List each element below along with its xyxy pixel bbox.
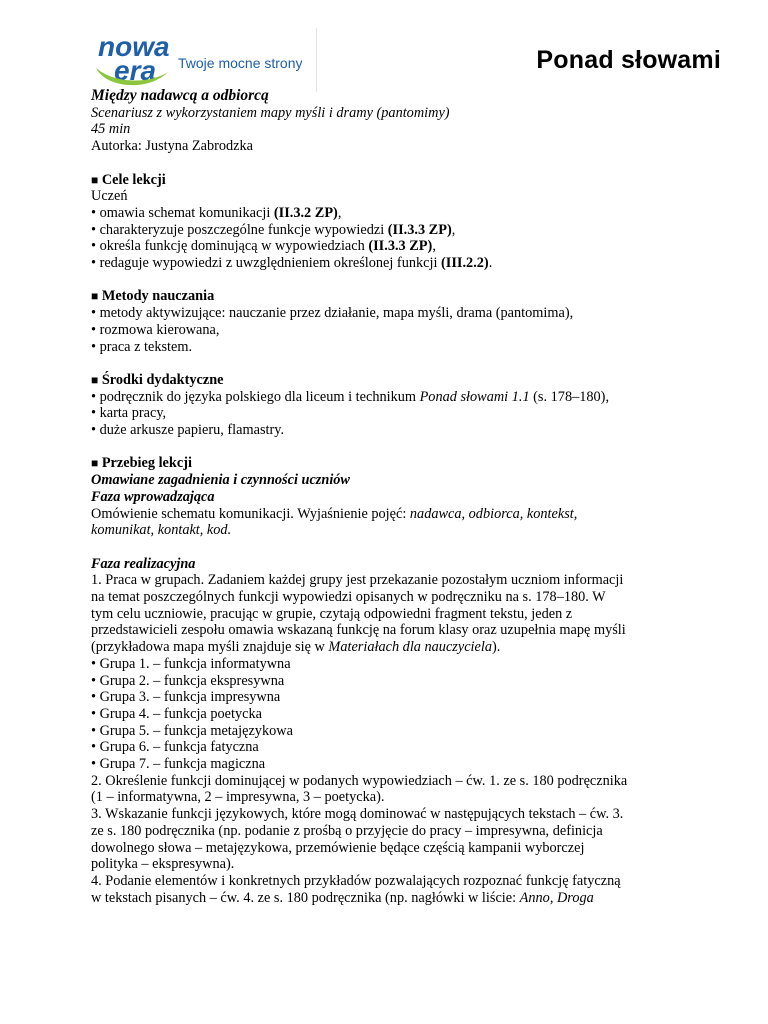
group-item: • Grupa 2. – funkcja ekspresywna [91, 672, 285, 689]
group-item: • Grupa 1. – funkcja informatywna [91, 655, 291, 672]
intro-phase-heading: Faza wprowadzająca [91, 488, 215, 505]
page-header [0, 0, 768, 92]
lesson-document [91, 88, 691, 906]
resources-heading: ■ Środki dydaktyczne [91, 371, 224, 388]
square-bullet-icon: ■ [91, 289, 99, 304]
realization-phase-heading: Faza realizacyjna [91, 555, 196, 572]
header-divider [316, 28, 317, 92]
group-item: • Grupa 4. – funkcja poetycka [91, 705, 262, 722]
logo-word-bottom: era [114, 55, 157, 86]
paragraph-line: tym celu uczniowie, pracując w grupie, czytają odpowiedni fragment tekstu, jeden z [91, 605, 573, 622]
goal-item: • omawia schemat komunikacji (II.3.2 ZP), [91, 204, 342, 221]
group-item: • Grupa 3. – funkcja impresywna [91, 689, 281, 706]
paragraph-line: 3. Wskazanie funkcji językowych, które mogą dominować w następujących tekstach – ćw. 3. [91, 806, 624, 823]
paragraph-line: ze s. 180 podręcznika (np. podanie z prośbą o przyjęcie do pracy – impresywna, definicja [91, 822, 603, 839]
resource-item: • duże arkusze papieru, flamastry. [91, 422, 285, 439]
resource-item: • karta pracy, [91, 405, 167, 422]
intro-phase-text: Omówienie schematu komunikacji. Wyjaśnienie pojęć: nadawca, odbiorca, kontekst, [91, 505, 578, 522]
paragraph-line: na temat poszczególnych funkcji wypowiedzi opisanych w podręczniku na s. 178–180. W [91, 589, 606, 606]
paragraph-line: 1. Praca w grupach. Zadaniem każdej grupy jest przekazanie pozostałym uczniom informacji [91, 572, 624, 589]
course-subheading: Omawiane zagadnienia i czynności uczniów [91, 472, 350, 489]
brand-title: Ponad słowami [536, 46, 721, 74]
square-bullet-icon: ■ [91, 372, 99, 387]
paragraph-line: (1 – informatywna, 2 – impresywna, 3 – poetycka). [91, 789, 385, 806]
course-heading: ■ Przebieg lekcji [91, 455, 192, 472]
square-bullet-icon: ■ [91, 172, 99, 187]
paragraph-line: dowolnego słowa – metajęzykowa, przemówienie będące częścią kampanii wyborczej [91, 839, 585, 856]
resource-item: • podręcznik do języka polskiego dla liceum i technikum Ponad słowami 1.1 (s. 178–180), [91, 388, 610, 405]
paragraph-line: 2. Określenie funkcji dominującej w podanych wypowiedziach – ćw. 1. ze s. 180 podręcznika [91, 772, 628, 789]
group-item: • Grupa 5. – funkcja metajęzykowa [91, 722, 293, 739]
paragraph-line: 4. Podanie elementów i konkretnych przykładów pozwalających rozpoznać funkcję fatyczną [91, 872, 621, 889]
goal-item: • określa funkcję dominującą w wypowiedziach (II.3.3 ZP), [91, 238, 436, 255]
document-title: Między nadawcą a odbiorcą [91, 87, 269, 104]
nowa-era-logo [88, 28, 316, 92]
paragraph-line: w tekstach pisanych – ćw. 4. ze s. 180 podręcznika (np. nagłówki w liście: Anno, Droga [91, 889, 594, 906]
logo-tagline: Twoje mocne strony [178, 55, 303, 71]
group-item: • Grupa 7. – funkcja magiczna [91, 756, 266, 773]
author-line: Autorka: Justyna Zabrodzka [91, 138, 253, 155]
paragraph-line: (przykładowa mapa myśli znajduje się w Materiałach dla nauczyciela). [91, 639, 501, 656]
method-item: • praca z tekstem. [91, 338, 193, 355]
paragraph-line: polityka – ekspresywna). [91, 856, 235, 873]
goals-intro: Uczeń [91, 188, 128, 205]
goal-item: • redaguje wypowiedzi z uwzględnieniem określonej funkcji (III.2.2). [91, 255, 493, 272]
logo-word-top: nowa [98, 31, 170, 62]
method-item: • rozmowa kierowana, [91, 321, 220, 338]
document-subtitle: Scenariusz z wykorzystaniem mapy myśli i dramy (pantomimy) [91, 104, 450, 121]
goals-heading: ■ Cele lekcji [91, 171, 166, 188]
intro-phase-text-cont: komunikat, kontakt, kod. [91, 522, 232, 539]
methods-heading: ■ Metody nauczania [91, 288, 215, 305]
goal-item: • charakteryzuje poszczególne funkcje wypowiedzi (II.3.3 ZP), [91, 221, 456, 238]
lesson-duration: 45 min [91, 121, 131, 138]
group-item: • Grupa 6. – funkcja fatyczna [91, 739, 259, 756]
nowa-era-logo-graphic [88, 28, 316, 92]
paragraph-line: przedstawicieli zespołu omawia wskazaną funkcję na forum klasy oraz uzupełnia mapę myśli [91, 622, 626, 639]
method-item: • metody aktywizujące: nauczanie przez działanie, mapa myśli, drama (pantomima), [91, 305, 574, 322]
square-bullet-icon: ■ [91, 456, 99, 471]
